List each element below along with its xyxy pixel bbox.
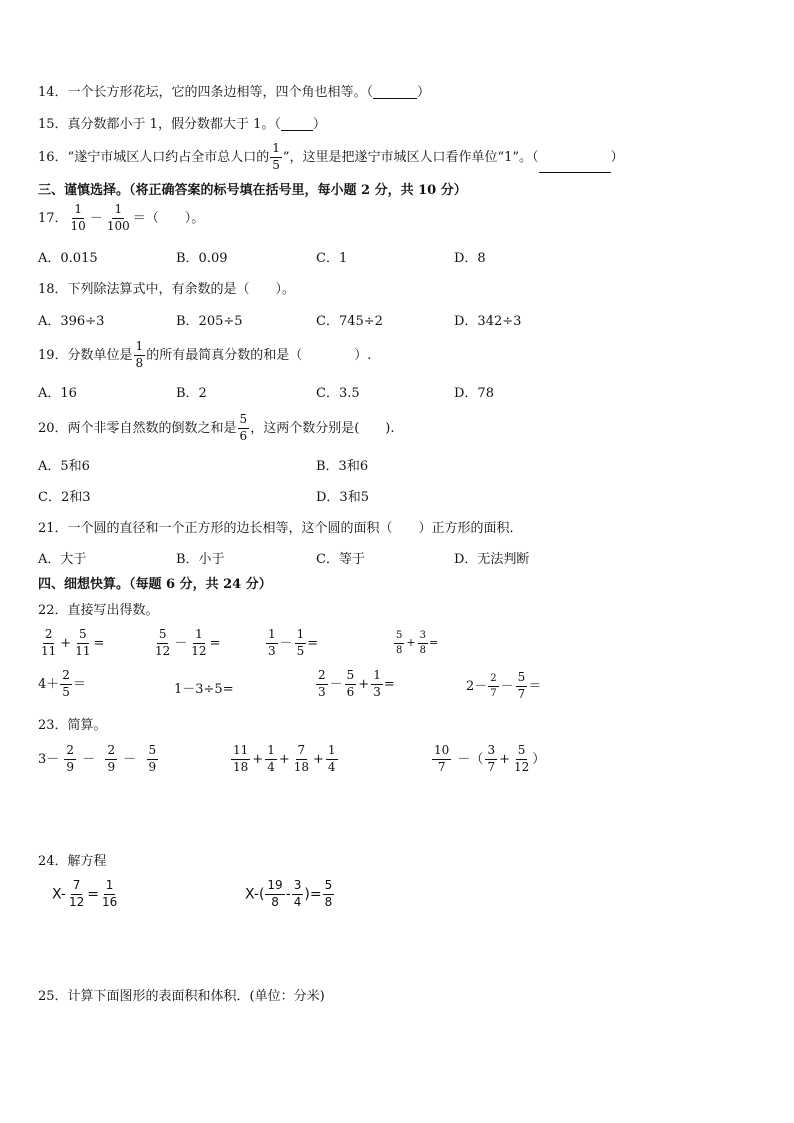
option-a[interactable]: A．大于 (38, 552, 87, 567)
fraction: $\frac{1}{8}$ (135, 339, 144, 370)
question-18: 18．下列除法算式中，有余数的是（ ）。 (38, 282, 296, 297)
question-19: 19．分数单位是 $\frac{1}{8}$ 的所有最简真分数的和是（ ）. (38, 339, 372, 370)
fraction: $\frac{1}{10}$ (70, 202, 86, 233)
expression: $\frac{5}{12}$ － $\frac{1}{12}$ = (155, 627, 221, 658)
expression: 3－ $\frac{2}{9}$ － $\frac{2}{9}$ － $\frac{5}{9}$ (38, 743, 157, 774)
option-d[interactable]: D．342÷3 (454, 314, 522, 329)
option-b[interactable]: B．3和6 (316, 459, 369, 474)
option-c[interactable]: C．3.5 (316, 386, 360, 401)
option-b[interactable]: B．小于 (176, 552, 225, 567)
question-17: 17． $\frac{1}{10}$ － $\frac{1}{100}$ ＝（ ）。 (38, 202, 205, 233)
expression: 2－ $\frac{2}{7}$ － $\frac{5}{7}$ ＝ (466, 670, 542, 701)
question-15: 15．真分数都小于 1，假分数都大于 1。（ ） (38, 117, 326, 132)
option-b[interactable]: B．0.09 (176, 251, 228, 266)
question-24: 24．解方程 (38, 854, 107, 869)
answer-blank[interactable] (539, 172, 611, 173)
question-15-text: 15．真分数都小于 1，假分数都大于 1。（ (38, 117, 281, 132)
option-b[interactable]: B．205÷5 (176, 314, 243, 329)
question-22: 22．直接写出得数。 (38, 603, 159, 618)
option-c[interactable]: C．2和3 (38, 490, 91, 505)
option-a[interactable]: A．396÷3 (38, 314, 105, 329)
question-20: 20．两个非零自然数的倒数之和是 $\frac{5}{6}$ ，这两个数分别是( ). (38, 412, 395, 443)
question-25: 25．计算下面图形的表面积和体积．(单位：分米) (38, 989, 325, 1004)
option-d[interactable]: D．8 (454, 251, 486, 266)
section-3-heading: 三、谨慎选择。（将正确答案的标号填在括号里，每小题 2 分，共 10 分） (38, 183, 467, 198)
option-d[interactable]: D．3和5 (316, 490, 369, 505)
equation: X-( $\frac{19}{8}$ - $\frac{3}{4}$ )= $\frac{5}{8}$ (245, 878, 333, 909)
question-23: 23．简算。 (38, 718, 107, 733)
question-21: 21．一个圆的直径和一个正方形的边长相等，这个圆的面积（ ）正方形的面积． (38, 521, 523, 536)
fraction: $\frac{5}{6}$ (239, 412, 248, 443)
answer-blank[interactable] (373, 98, 417, 99)
question-14-text: 14．一个长方形花坛，它的四条边相等，四个角也相等。（ (38, 85, 374, 100)
equation: X- $\frac{7}{12}$ = $\frac{1}{16}$ (52, 878, 118, 909)
question-16: 16．“遂宁市城区人口约占全市总人口的 $\frac{1}{5}$ ”，这里是把遂宁市城区人口看作单位“1”。（ ） (38, 141, 624, 172)
option-d[interactable]: D．无法判断 (454, 552, 530, 567)
fraction: $\frac{1}{5}$ (272, 141, 280, 172)
option-d[interactable]: D．78 (454, 386, 494, 401)
option-c[interactable]: C．等于 (316, 552, 365, 567)
expression: 1－3÷5= (174, 682, 234, 697)
expression: $\frac{2}{11}$ + $\frac{5}{11}$ = (41, 627, 105, 658)
option-c[interactable]: C．1 (316, 251, 348, 266)
expression: $\frac{1}{3}$ － $\frac{1}{5}$ = (268, 627, 319, 658)
expression: $\frac{10}{7}$ －（ $\frac{3}{7}$ + $\frac{5}{12}$ ） (434, 743, 546, 774)
option-a[interactable]: A．5和6 (38, 459, 90, 474)
expression: $\frac{11}{18}$ + $\frac{1}{4}$ + $\frac{7}{18}$ + $\frac{1}{4}$ (233, 743, 336, 774)
question-14: 14．一个长方形花坛，它的四条边相等，四个角也相等。（ ） (38, 85, 431, 100)
section-4-heading: 四、细想快算。（每题 6 分，共 24 分） (38, 577, 272, 592)
option-b[interactable]: B．2 (176, 386, 207, 401)
option-a[interactable]: A．0.015 (38, 251, 98, 266)
option-c[interactable]: C．745÷2 (316, 314, 383, 329)
option-a[interactable]: A．16 (38, 386, 77, 401)
expression: 4＋ $\frac{2}{5}$ ＝ (38, 668, 86, 699)
expression: $\frac{5}{8}$ + $\frac{3}{8}$ = (396, 630, 439, 656)
fraction: $\frac{1}{100}$ (106, 202, 130, 233)
answer-blank[interactable] (281, 130, 313, 131)
expression: $\frac{2}{3}$ － $\frac{5}{6}$ + $\frac{1}{3}$ = (318, 668, 395, 699)
